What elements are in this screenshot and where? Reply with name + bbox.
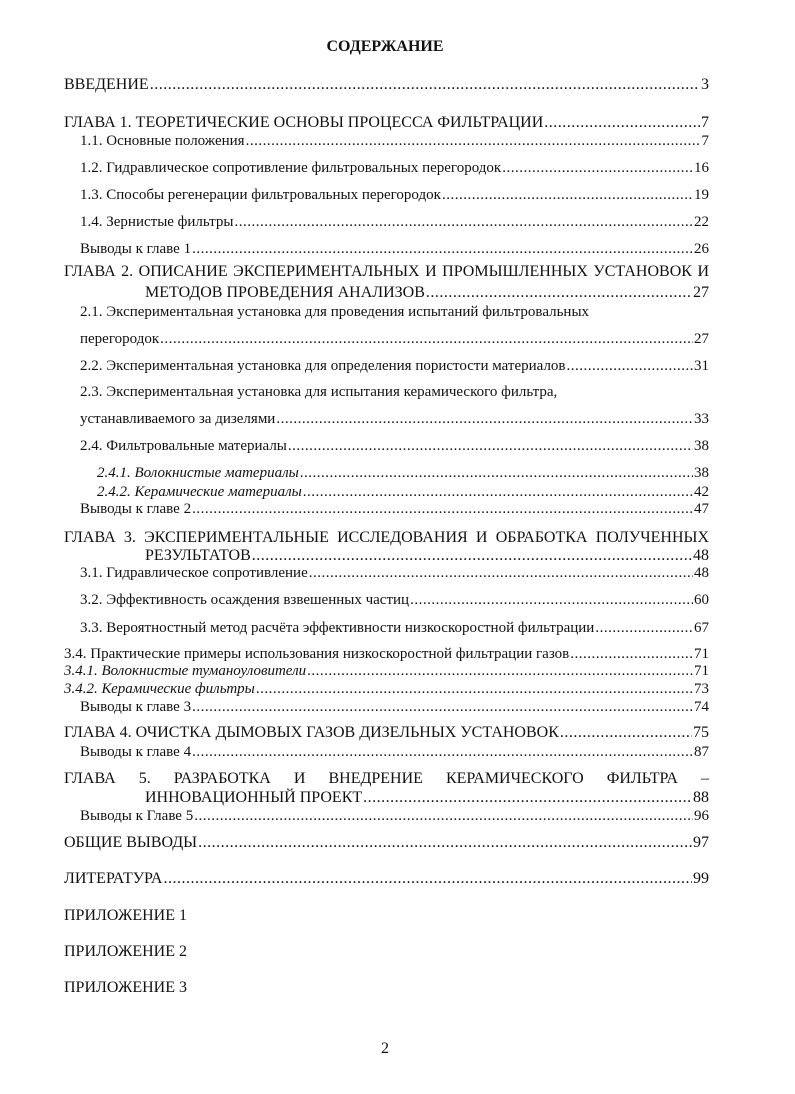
entry-text: 2.4. Фильтровальные материалы xyxy=(80,438,287,454)
entry-text: ЛИТЕРАТУРА xyxy=(64,870,163,887)
entry-2-3-line1: 2.3. Экспериментальная установка для испытания керамического фильтра, xyxy=(80,384,558,400)
entry-text: устанавливаемого за дизелями xyxy=(80,411,276,427)
entry-text: 2.4.1. Волокнистые материалы xyxy=(97,465,299,481)
entry-text: 3.2. Эффективность осаждения взвешенных частиц xyxy=(80,592,410,608)
dot-leader xyxy=(150,76,700,94)
dot-leader xyxy=(192,743,693,761)
dot-leader xyxy=(160,330,693,348)
toc-entry-1-3[interactable] xyxy=(80,186,709,204)
entry-page: 3 xyxy=(701,76,709,93)
entry-page: 7 xyxy=(701,114,709,131)
toc-entry-2-1[interactable] xyxy=(80,330,709,348)
chapter-2-line1: ГЛАВА 2. ОПИСАНИЕ ЭКСПЕРИМЕНТАЛЬНЫХ И ПРОМЫШЛЕННЫХ УСТАНОВОК И xyxy=(64,263,709,280)
entry-text: 1.1. Основные положения xyxy=(80,133,245,149)
entry-text: ИННОВАЦИОННЫЙ ПРОЕКТ xyxy=(145,789,363,806)
dot-leader xyxy=(560,724,692,742)
toc-entry-chapter-3[interactable] xyxy=(145,547,709,565)
toc-entry-chapter-5[interactable] xyxy=(145,789,709,807)
entry-page: 42 xyxy=(694,484,709,500)
dot-leader xyxy=(303,483,693,501)
entry-text: Выводы к главе 1 xyxy=(80,241,192,257)
toc-entry-conclusions-2[interactable] xyxy=(80,500,709,518)
dot-leader xyxy=(410,591,693,609)
entry-page: 71 xyxy=(694,646,709,662)
toc-entry-chapter-2[interactable] xyxy=(145,284,709,302)
toc-entry-2-3[interactable] xyxy=(80,410,709,428)
dot-leader xyxy=(192,240,693,258)
entry-text: Выводы к главе 3 xyxy=(80,699,192,715)
entry-page: 96 xyxy=(694,808,709,824)
toc-entry-conclusions-4[interactable] xyxy=(80,743,709,761)
toc-entry-3-2[interactable] xyxy=(80,591,709,609)
entry-page: 99 xyxy=(693,870,709,887)
dot-leader xyxy=(570,645,693,663)
entry-page: 75 xyxy=(693,724,709,741)
entry-text: 1.2. Гидравлическое сопротивление фильтровальных перегородок xyxy=(80,160,502,176)
toc-entry-3-3[interactable] xyxy=(80,619,709,637)
toc-entry-2-4-1[interactable] xyxy=(97,464,709,482)
entry-page: 47 xyxy=(694,501,709,517)
entry-page: 87 xyxy=(694,744,709,760)
toc-entry-2-4-2[interactable] xyxy=(97,483,709,501)
dot-leader xyxy=(192,500,693,518)
toc-entry-literature[interactable] xyxy=(64,870,709,888)
entry-text: ГЛАВА 1. ТЕОРЕТИЧЕСКИЕ ОСНОВЫ ПРОЦЕССА ФИЛЬТРАЦИИ xyxy=(64,114,544,131)
toc-entry-appendix-3[interactable]: ПРИЛОЖЕНИЕ 3 xyxy=(64,979,188,996)
entry-text: 1.4. Зернистые фильтры xyxy=(80,214,234,230)
entry-text: РЕЗУЛЬТАТОВ xyxy=(145,547,251,564)
dot-leader xyxy=(288,437,693,455)
toc-entry-conclusions-1[interactable] xyxy=(80,240,709,258)
entry-text: перегородок xyxy=(80,331,160,347)
entry-page: 7 xyxy=(701,133,709,149)
dot-leader xyxy=(246,132,701,150)
toc-entry-3-1[interactable] xyxy=(80,564,709,582)
dot-leader xyxy=(307,662,693,680)
toc-entry-general-conclusions[interactable] xyxy=(64,834,709,852)
dot-leader xyxy=(595,619,693,637)
entry-2-1-line1: 2.1. Экспериментальная установка для проведения испытаний фильтровальных xyxy=(80,304,590,320)
entry-page: 88 xyxy=(693,789,709,806)
toc-title: СОДЕРЖАНИЕ xyxy=(326,38,444,55)
entry-page: 97 xyxy=(693,834,709,851)
entry-page: 60 xyxy=(694,592,709,608)
entry-text: ГЛАВА 4. ОЧИСТКА ДЫМОВЫХ ГАЗОВ ДИЗЕЛЬНЫХ УСТАНОВОК xyxy=(64,724,559,741)
toc-entry-appendix-2[interactable]: ПРИЛОЖЕНИЕ 2 xyxy=(64,943,188,960)
toc-entry-appendix-1[interactable]: ПРИЛОЖЕНИЕ 1 xyxy=(64,907,188,924)
dot-leader xyxy=(256,680,693,698)
dot-leader xyxy=(544,114,700,132)
entry-page: 38 xyxy=(694,438,709,454)
entry-text: ОБЩИЕ ВЫВОДЫ xyxy=(64,834,198,851)
dot-leader xyxy=(235,213,694,231)
entry-page: 16 xyxy=(694,160,709,176)
entry-page: 19 xyxy=(694,187,709,203)
page-number: 2 xyxy=(381,1040,389,1057)
dot-leader xyxy=(309,564,693,582)
toc-entry-2-2[interactable] xyxy=(80,357,709,375)
entry-page: 33 xyxy=(694,411,709,427)
entry-text: 3.3. Вероятностный метод расчёта эффективности низкоскоростной фильтрации xyxy=(80,620,595,636)
entry-text: 3.4.1. Волокнистые туманоуловители xyxy=(64,663,307,679)
dot-leader xyxy=(194,807,693,825)
toc-entry-2-4[interactable] xyxy=(80,437,709,455)
toc-entry-1-1[interactable] xyxy=(80,132,709,150)
entry-text: Выводы к Главе 5 xyxy=(80,808,194,824)
entry-page: 31 xyxy=(694,358,709,374)
dot-leader xyxy=(163,870,692,888)
entry-text: МЕТОДОВ ПРОВЕДЕНИЯ АНАЛИЗОВ xyxy=(145,284,425,301)
entry-page: 26 xyxy=(694,241,709,257)
entry-text: Выводы к главе 2 xyxy=(80,501,192,517)
dot-leader xyxy=(252,547,692,565)
entry-page: 48 xyxy=(694,565,709,581)
toc-entry-3-4[interactable] xyxy=(64,645,709,663)
entry-page: 48 xyxy=(693,547,709,564)
toc-entry-1-4[interactable] xyxy=(80,213,709,231)
dot-leader xyxy=(502,159,693,177)
dot-leader xyxy=(192,698,693,716)
entry-page: 71 xyxy=(694,663,709,679)
dot-leader xyxy=(198,834,692,852)
entry-text: ВВЕДЕНИЕ xyxy=(64,76,149,93)
entry-text: 3.4.2. Керамические фильтры xyxy=(64,681,255,697)
dot-leader xyxy=(442,186,693,204)
dot-leader xyxy=(363,789,692,807)
entry-page: 74 xyxy=(694,699,709,715)
entry-text: 2.4.2. Керамические материалы xyxy=(97,484,302,500)
dot-leader xyxy=(300,464,693,482)
entry-text: 2.2. Экспериментальная установка для определения пористости материалов xyxy=(80,358,566,374)
dot-leader xyxy=(276,410,693,428)
entry-page: 73 xyxy=(694,681,709,697)
toc-entry-1-2[interactable] xyxy=(80,159,709,177)
chapter-5-line1: ГЛАВА 5. РАЗРАБОТКА И ВНЕДРЕНИЕ КЕРАМИЧЕСКОГО ФИЛЬТРА – xyxy=(64,770,709,787)
entry-page: 27 xyxy=(694,331,709,347)
toc-entry-conclusions-5[interactable] xyxy=(80,807,709,825)
entry-text: 3.1. Гидравлическое сопротивление xyxy=(80,565,308,581)
entry-text: 1.3. Способы регенерации фильтровальных перегородок xyxy=(80,187,441,203)
toc-entry-conclusions-3[interactable] xyxy=(80,698,709,716)
entry-page: 67 xyxy=(694,620,709,636)
entry-page: 27 xyxy=(693,284,709,301)
toc-entry-3-4-1[interactable] xyxy=(64,662,709,680)
toc-entry-3-4-2[interactable] xyxy=(64,680,709,698)
entry-text: 3.4. Практические примеры использования низкоскоростной фильтрации газов xyxy=(64,646,570,662)
chapter-3-line1: ГЛАВА 3. ЭКСПЕРИМЕНТАЛЬНЫЕ ИССЛЕДОВАНИЯ И ОБРАБОТКА ПОЛУЧЕННЫХ xyxy=(64,529,709,546)
dot-leader xyxy=(567,357,693,375)
toc-entry-chapter-4[interactable] xyxy=(64,724,709,742)
entry-page: 38 xyxy=(694,465,709,481)
entry-page: 22 xyxy=(694,214,709,230)
entry-text: Выводы к главе 4 xyxy=(80,744,192,760)
dot-leader xyxy=(426,284,692,302)
toc-entry-intro[interactable] xyxy=(64,76,709,94)
toc-entry-chapter-1[interactable] xyxy=(64,114,709,132)
